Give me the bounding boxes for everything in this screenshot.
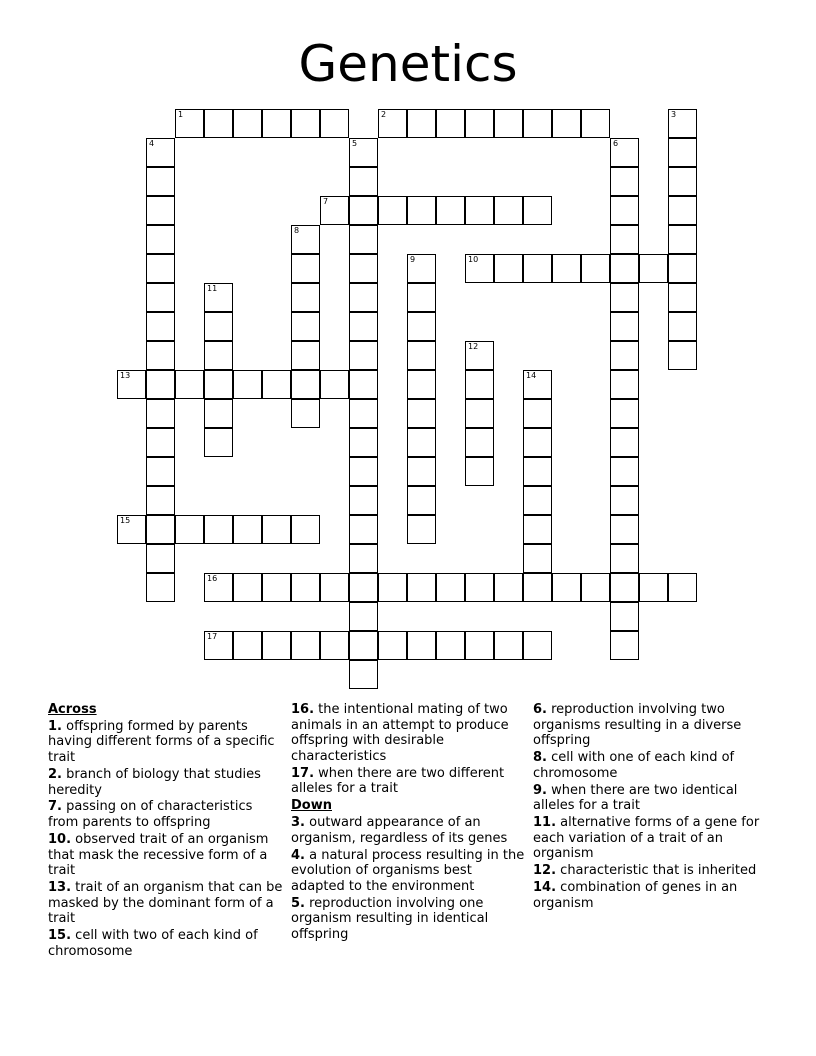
grid-cell[interactable] <box>668 196 697 225</box>
clue-number: 8 <box>294 226 300 235</box>
grid-cell[interactable] <box>407 196 436 225</box>
grid-cell[interactable] <box>349 602 378 631</box>
grid-cell[interactable] <box>407 109 436 138</box>
grid-cell[interactable] <box>610 370 639 399</box>
down-heading: Down <box>291 798 332 814</box>
clue-number: 9 <box>410 255 416 264</box>
grid-cell[interactable] <box>349 138 378 167</box>
grid-cell[interactable] <box>349 312 378 341</box>
grid-cell[interactable] <box>668 573 697 602</box>
grid-cell[interactable] <box>610 254 639 283</box>
grid-cell[interactable] <box>436 196 465 225</box>
grid-cell[interactable] <box>349 428 378 457</box>
grid-cell[interactable] <box>262 109 291 138</box>
grid-cell[interactable] <box>146 254 175 283</box>
grid-cell[interactable] <box>146 312 175 341</box>
clue-number: 5 <box>352 139 358 148</box>
grid-cell[interactable] <box>378 573 407 602</box>
clue-down-11: 11. alternative forms of a gene for each variation of a trait of an organism <box>533 815 760 862</box>
grid-cell[interactable] <box>349 631 378 660</box>
grid-cell[interactable] <box>465 457 494 486</box>
clue-column-1 <box>48 702 284 961</box>
grid-cell[interactable] <box>146 167 175 196</box>
grid-cell[interactable] <box>610 167 639 196</box>
grid-cell[interactable] <box>668 109 697 138</box>
clue-across-15: 15. cell with two of each kind of chromosome <box>48 928 258 959</box>
grid-cell[interactable] <box>668 138 697 167</box>
grid-cell[interactable] <box>378 196 407 225</box>
grid-cell[interactable] <box>204 370 233 399</box>
grid-cell[interactable] <box>494 573 523 602</box>
grid-cell[interactable] <box>494 109 523 138</box>
crossword-grid <box>117 109 698 689</box>
grid-cell[interactable] <box>175 109 204 138</box>
clue-number: 16 <box>207 574 218 583</box>
grid-cell[interactable] <box>146 370 175 399</box>
grid-cell[interactable] <box>291 370 320 399</box>
puzzle-title: Genetics <box>298 35 518 93</box>
clue-number: 10 <box>468 255 479 264</box>
clue-number: 14 <box>526 371 537 380</box>
grid-cell[interactable] <box>610 138 639 167</box>
clue-number: 13 <box>120 371 131 380</box>
grid-cell[interactable] <box>146 457 175 486</box>
grid-cell[interactable] <box>668 341 697 370</box>
grid-cell[interactable] <box>407 341 436 370</box>
grid-cell[interactable] <box>610 486 639 515</box>
grid-cell[interactable] <box>581 573 610 602</box>
grid-cell[interactable] <box>175 370 204 399</box>
grid-cell[interactable] <box>610 196 639 225</box>
grid-cell[interactable] <box>407 283 436 312</box>
grid-cell[interactable] <box>291 225 320 254</box>
grid-cell[interactable] <box>610 428 639 457</box>
grid-cell[interactable] <box>610 573 639 602</box>
clue-column-2 <box>291 702 527 944</box>
grid-cell[interactable] <box>146 428 175 457</box>
grid-cell[interactable] <box>291 312 320 341</box>
grid-cell[interactable] <box>668 225 697 254</box>
clue-number: 3 <box>671 110 677 119</box>
grid-cell[interactable] <box>146 196 175 225</box>
grid-cell[interactable] <box>523 254 552 283</box>
grid-cell[interactable] <box>407 312 436 341</box>
grid-cell[interactable] <box>610 341 639 370</box>
clue-across-10: 10. observed trait of an organism that mask the recessive form of a trait <box>48 831 269 879</box>
grid-cell[interactable] <box>349 167 378 196</box>
grid-cell[interactable] <box>291 631 320 660</box>
grid-cell[interactable] <box>407 428 436 457</box>
clue-number: 1 <box>178 110 184 119</box>
grid-cell[interactable] <box>668 283 697 312</box>
grid-cell[interactable] <box>204 631 233 660</box>
grid-cell[interactable] <box>349 254 378 283</box>
grid-cell[interactable] <box>523 428 552 457</box>
grid-cell[interactable] <box>291 109 320 138</box>
clue-number: 2 <box>381 110 387 119</box>
grid-cell[interactable] <box>407 457 436 486</box>
grid-cell[interactable] <box>378 109 407 138</box>
grid-cell[interactable] <box>146 544 175 573</box>
clue-across-7: 7. passing on of characteristics from parents to offspring <box>48 799 253 831</box>
grid-cell[interactable] <box>436 573 465 602</box>
grid-cell[interactable] <box>407 399 436 428</box>
grid-cell[interactable] <box>233 109 262 138</box>
grid-cell[interactable] <box>465 254 494 283</box>
grid-cell[interactable] <box>465 370 494 399</box>
grid-cell[interactable] <box>610 399 639 428</box>
grid-cell[interactable] <box>291 341 320 370</box>
clue-number: 7 <box>323 197 329 206</box>
grid-cell[interactable] <box>320 370 349 399</box>
grid-cell[interactable] <box>349 341 378 370</box>
grid-cell[interactable] <box>349 225 378 254</box>
grid-cell[interactable] <box>204 428 233 457</box>
grid-cell[interactable] <box>407 573 436 602</box>
grid-cell[interactable] <box>465 196 494 225</box>
grid-cell[interactable] <box>610 515 639 544</box>
grid-cell[interactable] <box>233 631 262 660</box>
clue-across-17: 17. when there are two different alleles for a trait <box>291 765 505 797</box>
grid-cell[interactable] <box>204 515 233 544</box>
grid-cell[interactable] <box>175 515 204 544</box>
grid-cell[interactable] <box>610 312 639 341</box>
grid-cell[interactable] <box>262 573 291 602</box>
grid-cell[interactable] <box>523 486 552 515</box>
clue-down-9: 9. when there are two identical alleles for a trait <box>533 782 738 814</box>
grid-cell[interactable] <box>146 341 175 370</box>
grid-cell[interactable] <box>523 399 552 428</box>
clue-down-6: 6. reproduction involving two organisms resulting in a diverse offspring <box>533 702 742 749</box>
clue-number: 17 <box>207 632 218 641</box>
grid-cell[interactable] <box>146 138 175 167</box>
clue-number: 11 <box>207 284 218 293</box>
grid-cell[interactable] <box>610 457 639 486</box>
grid-cell[interactable] <box>523 109 552 138</box>
grid-cell[interactable] <box>291 515 320 544</box>
grid-cell[interactable] <box>204 573 233 602</box>
grid-cell[interactable] <box>349 515 378 544</box>
grid-cell[interactable] <box>552 573 581 602</box>
grid-cell[interactable] <box>465 399 494 428</box>
grid-cell[interactable] <box>523 370 552 399</box>
grid-cell[interactable] <box>465 109 494 138</box>
grid-cell[interactable] <box>349 283 378 312</box>
grid-cell[interactable] <box>146 573 175 602</box>
grid-cell[interactable] <box>146 515 175 544</box>
clue-down-12: 12. characteristic that is inherited <box>533 863 757 879</box>
grid-cell[interactable] <box>146 399 175 428</box>
grid-cell[interactable] <box>262 515 291 544</box>
grid-cell[interactable] <box>494 254 523 283</box>
grid-cell[interactable] <box>204 283 233 312</box>
grid-cell[interactable] <box>668 254 697 283</box>
clue-across-16: 16. the intentional mating of two animals in an attempt to produce offspring with desirable characteristics <box>291 702 509 764</box>
grid-cell[interactable] <box>552 109 581 138</box>
grid-cell[interactable] <box>494 196 523 225</box>
grid-cell[interactable] <box>320 196 349 225</box>
grid-cell[interactable] <box>262 370 291 399</box>
clue-down-8: 8. cell with one of each kind of chromosome <box>533 750 735 781</box>
grid-cell[interactable] <box>436 631 465 660</box>
grid-cell[interactable] <box>523 515 552 544</box>
grid-cell[interactable] <box>523 544 552 573</box>
clue-number: 12 <box>468 342 479 351</box>
grid-cell[interactable] <box>494 631 523 660</box>
clue-across-1: 1. offspring formed by parents having different forms of a specific trait <box>48 718 275 766</box>
grid-cell[interactable] <box>320 631 349 660</box>
grid-cell[interactable] <box>349 457 378 486</box>
clue-down-3: 3. outward appearance of an organism, regardless of its genes <box>291 815 508 846</box>
grid-cell[interactable] <box>523 196 552 225</box>
grid-cell[interactable] <box>349 544 378 573</box>
grid-cell[interactable] <box>668 312 697 341</box>
grid-cell[interactable] <box>320 573 349 602</box>
grid-cell[interactable] <box>233 515 262 544</box>
grid-cell[interactable] <box>378 631 407 660</box>
grid-cell[interactable] <box>523 631 552 660</box>
clue-down-5: 5. reproduction involving one organism resulting in identical offspring <box>291 895 489 942</box>
grid-cell[interactable] <box>639 254 668 283</box>
clue-across-2: 2. branch of biology that studies heredity <box>48 766 261 798</box>
grid-cell[interactable] <box>320 109 349 138</box>
grid-cell[interactable] <box>349 660 378 689</box>
grid-cell[interactable] <box>117 370 146 399</box>
grid-cell[interactable] <box>407 370 436 399</box>
clue-down-14: 14. combination of genes in an organism <box>533 880 738 911</box>
grid-cell[interactable] <box>233 370 262 399</box>
grid-cell[interactable] <box>610 225 639 254</box>
grid-cell[interactable] <box>204 312 233 341</box>
grid-cell[interactable] <box>465 631 494 660</box>
grid-cell[interactable] <box>523 573 552 602</box>
grid-cell[interactable] <box>639 573 668 602</box>
grid-cell[interactable] <box>581 254 610 283</box>
grid-cell[interactable] <box>436 109 465 138</box>
grid-cell[interactable] <box>291 573 320 602</box>
grid-cell[interactable] <box>262 631 291 660</box>
grid-cell[interactable] <box>117 515 146 544</box>
grid-cell[interactable] <box>349 573 378 602</box>
grid-cell[interactable] <box>552 254 581 283</box>
across-heading: Across <box>48 702 97 717</box>
grid-cell[interactable] <box>146 486 175 515</box>
clue-column-3 <box>533 702 769 913</box>
grid-cell[interactable] <box>581 109 610 138</box>
grid-cell[interactable] <box>465 341 494 370</box>
grid-cell[interactable] <box>349 370 378 399</box>
clue-down-4: 4. a natural process resulting in the evolution of organisms best adapted to the environment <box>291 847 525 894</box>
grid-cell[interactable] <box>291 254 320 283</box>
clue-number: 15 <box>120 516 131 525</box>
grid-cell[interactable] <box>610 631 639 660</box>
grid-cell[interactable] <box>146 283 175 312</box>
grid-cell[interactable] <box>349 196 378 225</box>
grid-cell[interactable] <box>407 515 436 544</box>
grid-cell[interactable] <box>610 283 639 312</box>
grid-cell[interactable] <box>204 109 233 138</box>
grid-cell[interactable] <box>291 399 320 428</box>
grid-cell[interactable] <box>407 631 436 660</box>
grid-cell[interactable] <box>146 225 175 254</box>
grid-cell[interactable] <box>204 341 233 370</box>
grid-cell[interactable] <box>349 486 378 515</box>
grid-cell[interactable] <box>668 167 697 196</box>
grid-cell[interactable] <box>204 399 233 428</box>
clue-number: 6 <box>613 139 619 148</box>
grid-cell[interactable] <box>349 399 378 428</box>
clue-across-13: 13. trait of an organism that can be masked by the dominant form of a trait <box>48 880 283 927</box>
grid-cell[interactable] <box>407 254 436 283</box>
grid-cell[interactable] <box>465 573 494 602</box>
grid-cell[interactable] <box>233 573 262 602</box>
grid-cell[interactable] <box>407 486 436 515</box>
grid-cell[interactable] <box>465 428 494 457</box>
grid-cell[interactable] <box>610 544 639 573</box>
grid-cell[interactable] <box>610 602 639 631</box>
grid-cell[interactable] <box>523 457 552 486</box>
clue-number: 4 <box>149 139 155 148</box>
grid-cell[interactable] <box>291 283 320 312</box>
